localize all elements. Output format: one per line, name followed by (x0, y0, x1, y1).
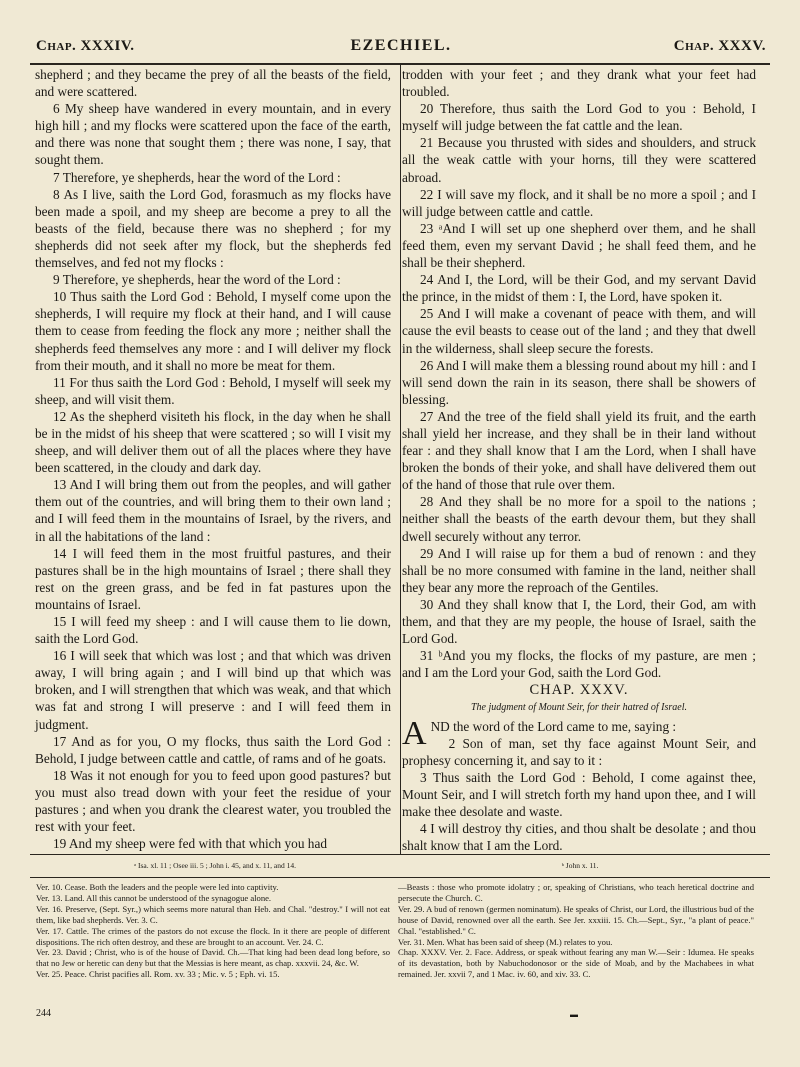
verse-9: 9 Therefore, ye shepherds, hear the word of the Lord : (53, 272, 341, 288)
verse-17: 17 And as for you, O my flocks, thus saith the Lord God : Behold, I judge between cattle and cattle, of rams and of he goats. (35, 733, 391, 766)
left-column (35, 66, 391, 852)
verse-24: 24 And I, the Lord, will be their God, and my servant David the prince, in the midst of them : I, the Lord, have spoken it. (402, 272, 756, 305)
verse-28: 28 And they shall be no more for a spoil to the nations ; neither shall the beasts of the earth devour them, but they shall dwell securely without any terror. (402, 494, 756, 544)
note: Ver. 29. A bud of renown (germen nominatum). He speaks of Christ, our Lord, the illustrious bud of the house of David, renowned over all the earth. See Jer. xxxiii. 15. Ch.—Sept., Syr., "a plant of peace." Chal. "established." C. (398, 903, 754, 936)
verse-31: 31 ᵇAnd you my flocks, the flocks of my pasture, are men ; and I am the Lord your God, saith the Lord God. (402, 648, 756, 681)
note: Ver. 23. David ; Christ, who is of the house of David. Ch.—That king had been dead long before, so that no Jew or heretic can deny but that the Messias is here meant, as chap. xxxvii. 24, &c. W. (36, 947, 390, 969)
verse-7: 7 Therefore, ye shepherds, hear the word of the Lord : (53, 169, 341, 185)
header-book-title: EZECHIEL. (350, 37, 452, 54)
verse-10: 10 Thus saith the Lord God : Behold, I myself come upon the shepherds, I will require my flock at their hand, and I will cause them to cease from feeding the flock any more ; neither shall the shepherds feed themselves any more : and I will deliver my flock from their mouth, and it shall no more be meat for them. (35, 289, 391, 373)
column-divider (400, 64, 401, 854)
verse-14: 14 I will feed them in the most fruitful pastures, and their pastures shall be in the high mountains of Israel ; there shall they rest on the green grass, and be fed in fat pastures upon the mountains of Israel. (35, 545, 391, 612)
header-chapter-left: Chap. XXXIV. (36, 38, 135, 54)
note: Ver. 31. Men. What has been said of sheep (M.) relates to you. (398, 936, 613, 947)
printer-mark: ▬ (570, 1010, 578, 1019)
notes-rule (30, 877, 770, 878)
verse-8: 8 As I live, saith the Lord God, forasmuch as my flocks have been made a spoil, and my sheep are become a prey to all the beasts of the field, because there was no shepherd ; for my shepherds did not seek after my flock, but the shepherds fed themselves, and fed not my flocks : (35, 186, 391, 271)
page-number: 244 (36, 1008, 51, 1019)
note: Ver. 13. Land. All this cannot be understood of the synagogue alone. (36, 892, 272, 903)
verse-18: 18 Was it not enough for you to feed upon good pastures? but you must also tread down with your feet the residue of your pastures ; and when you drank the clearest water, you troubled the rest with your feet. (35, 767, 391, 835)
verse-27: 27 And the tree of the field shall yield its fruit, and the earth shall yield her increase, and they shall be in their land without fear : and they shall know that I am the Lord, when I shall have broken the bonds of their yoke, and shall have delivered them out of the hand of those that rule over them. (402, 408, 756, 493)
commentary-right (398, 882, 754, 980)
verse-21: 21 Because you thrusted with sides and shoulders, and struck all the weak cattle with your horns, till they were scattered abroad. (402, 135, 756, 185)
verse-26: 26 And I will make them a blessing round about my hill : and I will send down the rain in its season, there shall be showers of blessing. (402, 357, 756, 407)
crossref-right: ᵇ John x. 11. (561, 861, 599, 870)
verse-text: trodden with your feet ; and they drank what your feet had troubled. (402, 67, 756, 100)
drop-cap: A (402, 714, 427, 752)
note: Chap. XXXV. Ver. 2. Face. Address, or speak without fearing any man W.—Seir : Idumea. He speaks of its devastation, both by Nabuchodonosor or the side of Moab, and by the Machabees in what remained. Jer. xxvii 7, and 1 Mac. iv. 60, and xiv. 33. C. (398, 947, 754, 980)
verse-20: 20 Therefore, thus saith the Lord God to you : Behold, I myself will judge between the fat cattle and the lean. (402, 101, 756, 134)
verse-text: shepherd ; and they became the prey of all the beasts of the field, and were scattered. (35, 67, 391, 100)
verse-29: 29 And I will raise up for them a bud of renown : and they shall be no more consumed with famine in the land, neither shall they bear any more the reproach of the Gentiles. (402, 545, 756, 595)
verse-23: 23 ᵃAnd I will set up one shepherd over them, and he shall feed them, even my servant David ; he shall feed them, and he shall be their shepherd. (402, 220, 756, 271)
chapter-heading: CHAP. XXXV. (529, 682, 629, 699)
commentary-left (36, 882, 390, 980)
chapter-summary: The judgment of Mount Seir, for their hatred of Israel. (470, 702, 687, 714)
verse-25: 25 And I will make a covenant of peace with them, and will cause the evil beasts to cease out of the land ; and they that dwell in the wilderness, shall sleep secure the forests. (402, 306, 756, 356)
verse-16: 16 I will seek that which was lost ; and that which was driven away, I will bring again ; and I will bind up that which was broken, and I will strengthen that which was weak, and that which was fat and strong I will preserve : and I will feed them in judgment. (35, 648, 391, 732)
verse-19: 19 And my sheep were fed with that which you had (53, 836, 328, 852)
verse-2: 2 Son of man, set thy face against Mount Seir, and prophesy concerning it, and say to it : (402, 735, 756, 768)
verse-6: 6 My sheep have wandered in every mountain, and in every high hill ; and my flocks were scattered upon the face of the earth, and there was none that sought them ; there was none, I say, that sought them. (35, 101, 391, 168)
verse-3: 3 Thus saith the Lord God : Behold, I come against thee, Mount Seir, and I will stretch forth my hand upon thee, and I will make thee desolate and waste. (402, 769, 756, 820)
note: Ver. 17. Cattle. The crimes of the pastors do not excuse the flock. In it there are people of different dispositions. The rich often destroy, and these are brought to an account. Ver. 24. C. (36, 925, 390, 947)
note: —Beasts : those who promote idolatry ; or, speaking of Christians, who teach heretical doctrine and persecute the Church. C. (398, 882, 754, 903)
verse-13: 13 And I will bring them out from the peoples, and will gather them out of the countries, and will bring them to their own land ; and I will feed them in the mountains of Israel, by the rivers, and in all the habitations of the land : (35, 477, 391, 544)
verse-4: 4 I will destroy thy cities, and thou shalt be desolate ; and thou shalt know that I am the Lord. (402, 821, 756, 854)
header-chapter-right: Chap. XXXV. (673, 38, 766, 54)
verse-22: 22 I will save my flock, and it shall be no more a spoil ; and I will judge between cattle and cattle. (402, 186, 756, 219)
right-column (402, 66, 756, 854)
verse-30: 30 And they shall know that I, the Lord, their God, am with them, and that they are my people, the house of Israel, saith the Lord God. (402, 596, 756, 647)
note: Ver. 10. Cease. Both the leaders and the people were led into captivity. (36, 882, 279, 892)
note: Ver. 25. Peace. Christ pacifies all. Rom. xv. 33 ; Mic. v. 5 ; Eph. vi. 15. (36, 969, 280, 980)
verse-1: ND the word of the Lord came to me, saying : (430, 718, 677, 734)
running-header (36, 34, 766, 62)
note: Ver. 16. Preserve, (Sept. Syr.,) which seems more natural than Heb. and Chal. "destroy." I will not eat them, like bad shepherds. Ver. 3. C. (36, 903, 390, 925)
crossref-rule (30, 854, 770, 855)
crossref-left: ᵃ Isa. xl. 11 ; Osee iii. 5 ; John i. 45, and x. 11, and 14. (134, 861, 296, 870)
verse-11: 11 For thus saith the Lord God : Behold, I myself will seek my sheep, and will visit them. (35, 374, 391, 407)
verse-15: 15 I will feed my sheep : and I will cause them to lie down, saith the Lord God. (35, 614, 391, 647)
verse-12: 12 As the shepherd visiteth his flock, in the day when he shall be in the midst of his sheep that were scattered ; so will I visit my sheep, and will deliver them out of all the places where they have been scattered, in the cloudy and dark day. (35, 408, 391, 476)
